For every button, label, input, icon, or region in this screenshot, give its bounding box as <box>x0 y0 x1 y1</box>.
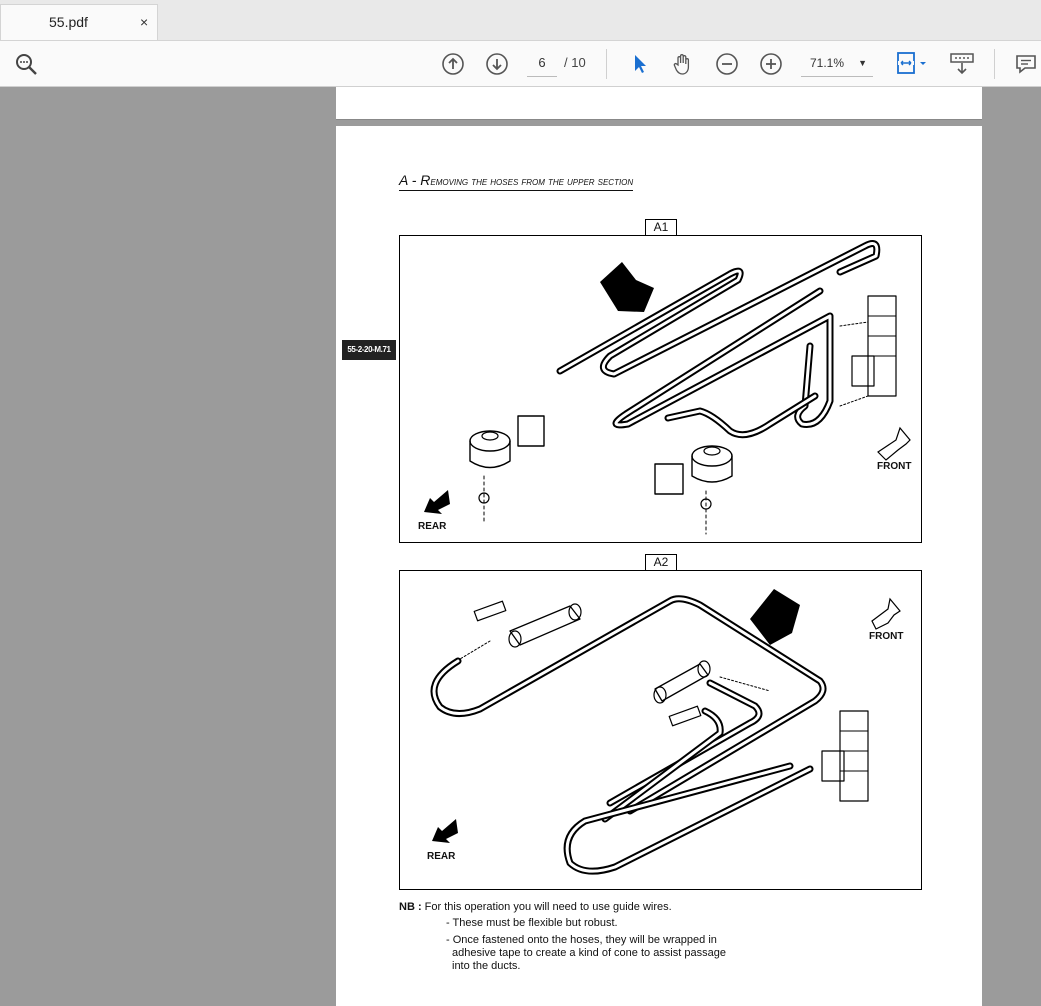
tab-bar <box>0 0 1041 41</box>
page-up-icon[interactable] <box>439 50 467 78</box>
page-down-icon[interactable] <box>483 50 511 78</box>
note-bullet-2-line-3: into the ducts. <box>452 960 521 972</box>
download-icon[interactable] <box>946 50 978 78</box>
section-heading <box>399 172 633 191</box>
pdf-page <box>336 126 982 1006</box>
previous-page <box>336 87 982 120</box>
figure-a2-rear-label: REAR <box>427 851 456 862</box>
figure-a2 <box>399 570 922 890</box>
figure-a2-label: A2 <box>645 554 677 570</box>
zoom-value: 71.1% <box>810 56 845 70</box>
figure-a2-front-label: FRONT <box>869 631 904 642</box>
toolbar-divider <box>994 49 995 79</box>
note-line <box>399 901 672 914</box>
page-total: / 10 <box>564 55 586 70</box>
figure-a1-front-label: FRONT <box>877 461 912 472</box>
zoom-in-icon[interactable] <box>757 50 785 78</box>
note-prefix: NB : <box>399 901 422 913</box>
figure-a1-drawing <box>400 236 921 542</box>
figure-a1 <box>399 235 922 543</box>
fit-page-icon[interactable] <box>893 50 933 78</box>
document-tab[interactable] <box>0 4 158 40</box>
pdf-toolbar <box>0 41 1041 87</box>
note-bullet-2-line-2: adhesive tape to create a kind of cone to assist passage <box>452 947 726 959</box>
zoom-out-icon[interactable] <box>713 50 741 78</box>
reference-badge: 55-2-20-M.71 <box>342 340 396 360</box>
chevron-down-icon: ▼ <box>858 58 867 68</box>
figure-a1-rear-label: REAR <box>418 521 447 532</box>
note-text: For this operation you will need to use guide wires. <box>424 901 672 913</box>
zoom-select[interactable] <box>801 50 873 77</box>
heading-rest: emoving the hoses from the upper section <box>430 176 634 188</box>
tab-title: 55.pdf <box>49 14 88 30</box>
search-icon[interactable] <box>12 50 40 78</box>
note-bullet-2-line-1: - Once fastened onto the hoses, they will be wrapped in <box>446 934 717 946</box>
select-cursor-icon[interactable] <box>626 50 654 78</box>
note-bullet-1: - These must be flexible but robust. <box>446 917 618 929</box>
toolbar-divider <box>606 49 607 79</box>
figure-a2-drawing <box>400 571 921 889</box>
hand-tool-icon[interactable] <box>669 50 697 78</box>
figure-a1-label: A1 <box>645 219 677 235</box>
document-viewer[interactable] <box>0 87 1041 994</box>
heading-prefix: A - R <box>399 172 431 188</box>
close-tab-icon[interactable]: × <box>140 14 149 30</box>
comment-icon[interactable] <box>1012 50 1040 78</box>
page-number-input[interactable]: 6 <box>527 50 557 77</box>
